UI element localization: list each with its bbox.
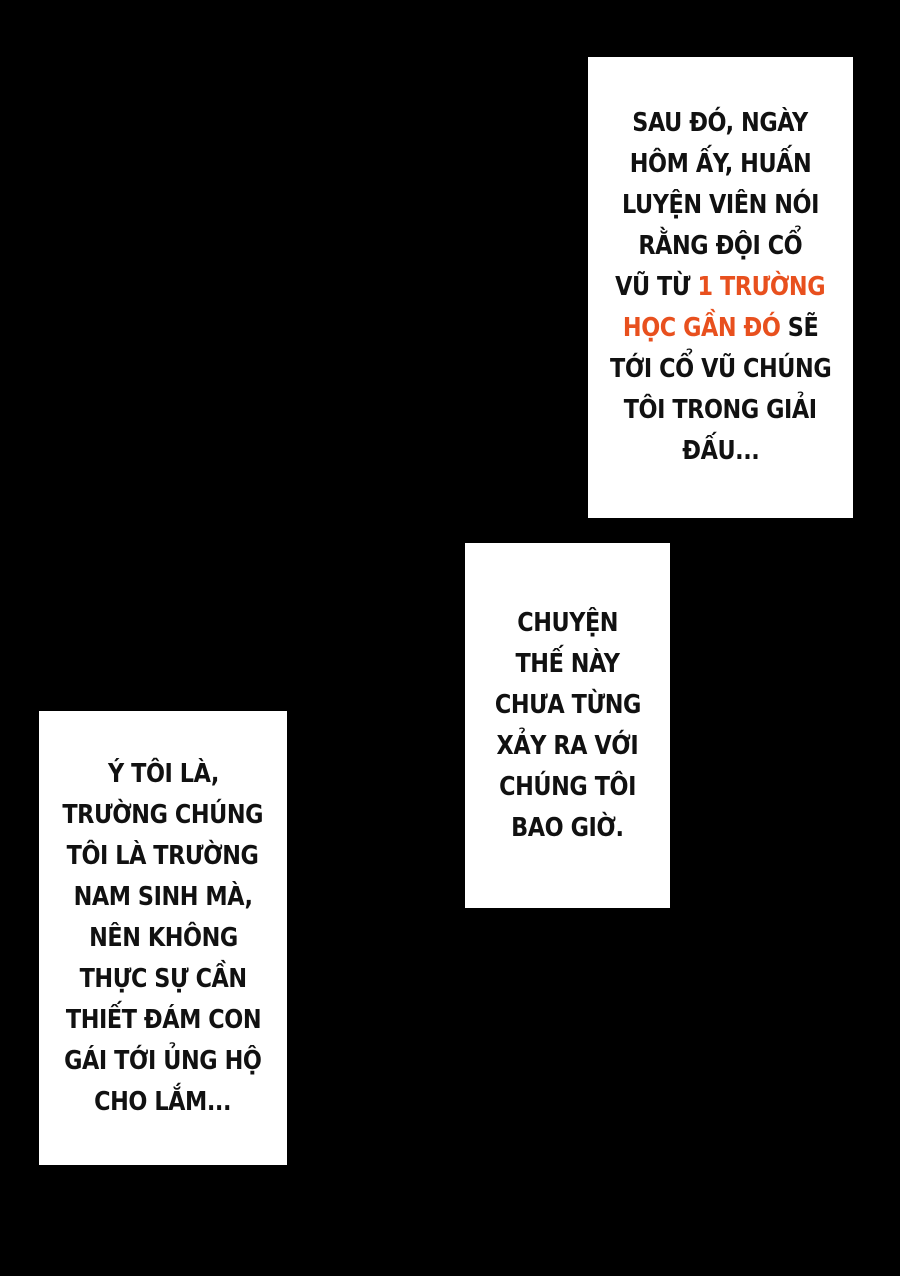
caption-1-line-5-text: VŨ TỪ	[615, 272, 698, 302]
caption-2-line-3: CHƯA TỪNG	[494, 689, 641, 720]
caption-1-line-4: RẰNG ĐỘI CỔ	[638, 231, 803, 261]
caption-2-line-6: BAO GIỜ.	[511, 812, 624, 843]
caption-3-line-4: NAM SINH MÀ,	[73, 881, 253, 912]
caption-3-line-5: NÊN KHÔNG	[88, 922, 238, 953]
caption-1-line-1: SAU ĐÓ, NGÀY	[632, 108, 809, 138]
caption-1-line-6	[623, 308, 818, 349]
caption-3-line-3: TÔI LÀ TRƯỜNG	[67, 840, 259, 871]
caption-1-line-3: LUYỆN VIÊN NÓI	[622, 190, 819, 220]
caption-2-line-5: CHÚNG TÔI	[499, 771, 636, 802]
caption-1-line-6-highlight: HỌC GẦN ĐÓ	[622, 313, 781, 343]
caption-box-1	[588, 57, 853, 518]
caption-box-2	[465, 543, 670, 908]
caption-3-line-7: THIẾT ĐÁM CON	[65, 1004, 261, 1035]
caption-1-line-6-text: SẼ	[780, 313, 819, 343]
caption-2-line-4: XẢY RA VỚI	[496, 730, 639, 761]
caption-1-line-5-highlight: 1 TRƯỜNG	[697, 272, 826, 302]
caption-1-line-5	[615, 267, 825, 308]
caption-3-line-9: CHO LẮM...	[94, 1086, 232, 1117]
caption-1-line-2: HÔM ẤY, HUẤN	[629, 149, 812, 179]
caption-1-line-8: TÔI TRONG GIẢI	[624, 395, 817, 425]
caption-3-line-2: TRƯỜNG CHÚNG	[62, 799, 264, 830]
caption-1-line-7: TỚI CỔ VŨ CHÚNG	[609, 354, 832, 384]
caption-2-line-2: THẾ NÀY	[515, 648, 620, 679]
caption-1-line-9: ĐẤU...	[681, 436, 760, 466]
caption-box-3	[39, 711, 287, 1165]
caption-3-line-1: Ý TÔI LÀ,	[107, 758, 219, 789]
caption-3-line-8: GÁI TỚI ỦNG HỘ	[64, 1045, 262, 1076]
caption-3-line-6: THỰC SỰ CẦN	[79, 963, 247, 994]
caption-2-line-1: CHUYỆN	[517, 607, 618, 638]
